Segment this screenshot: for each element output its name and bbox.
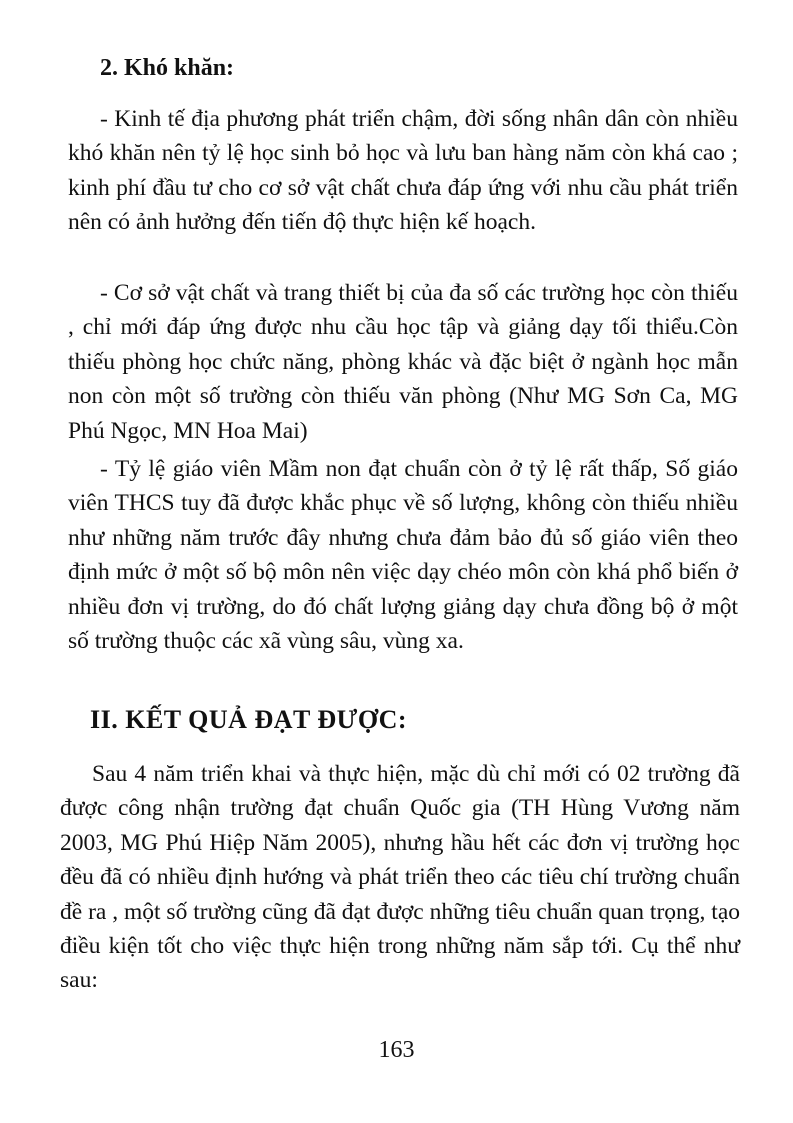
- section-heading-results: II. KẾT QUẢ ĐẠT ĐƯỢC:: [90, 705, 408, 734]
- subheading-difficulties: 2. Khó khăn:: [100, 55, 235, 81]
- paragraph-facilities: - Cơ sở vật chất và trang thiết bị của đa số các trường học còn thiếu , chỉ mới đáp ứng được nhu cầu học tập và giảng dạy tối thiểu.Còn thiếu phòng học chức năng, phòng khác và đặc biệt ở ngành học mẫn non còn một số trường còn thiếu văn phòng (Như MG Sơn Ca, MG Phú Ngọc, MN Hoa Mai): [68, 280, 738, 444]
- paragraph-economy: - Kinh tế địa phương phát triển chậm, đời sống nhân dân còn nhiều khó khăn nên tỷ lệ học sinh bỏ học và lưu ban hàng năm còn khá cao ; kinh phí đầu tư cho cơ sở vật chất chưa đáp ứng với nhu cầu phát triển nên có ảnh hưởng đến tiến độ thực hiện kế hoạch.: [68, 106, 738, 236]
- page-number: 163: [378, 1037, 415, 1063]
- paragraph-results: Sau 4 năm triển khai và thực hiện, mặc dù chỉ mới có 02 trường đã được công nhận trường đạt chuẩn Quốc gia (TH Hùng Vương năm 2003, MG Phú Hiệp Năm 2005), nhưng hầu hết các đơn vị trường học đều đã có nhiều định hướng và phát triển theo các tiêu chí trường chuẩn đề ra , một số trường cũng đã đạt được những tiêu chuẩn quan trọng, tạo điều kiện tốt cho việc thực hiện trong những năm sắp tới. Cụ thể như sau:: [60, 761, 740, 994]
- paragraph-teachers: - Tỷ lệ giáo viên Mầm non đạt chuẩn còn ở tỷ lệ rất thấp, Số giáo viên THCS tuy đã được khắc phục về số lượng, không còn thiếu nhiều như những năm trước đây nhưng chưa đảm bảo đủ số giáo viên theo định mức ở một số bộ môn nên việc dạy chéo môn còn khá phổ biến ở nhiều đơn vị trường, do đó chất lượng giảng dạy chưa đồng bộ ở một số trường thuộc các xã vùng sâu, vùng xa.: [68, 456, 738, 655]
